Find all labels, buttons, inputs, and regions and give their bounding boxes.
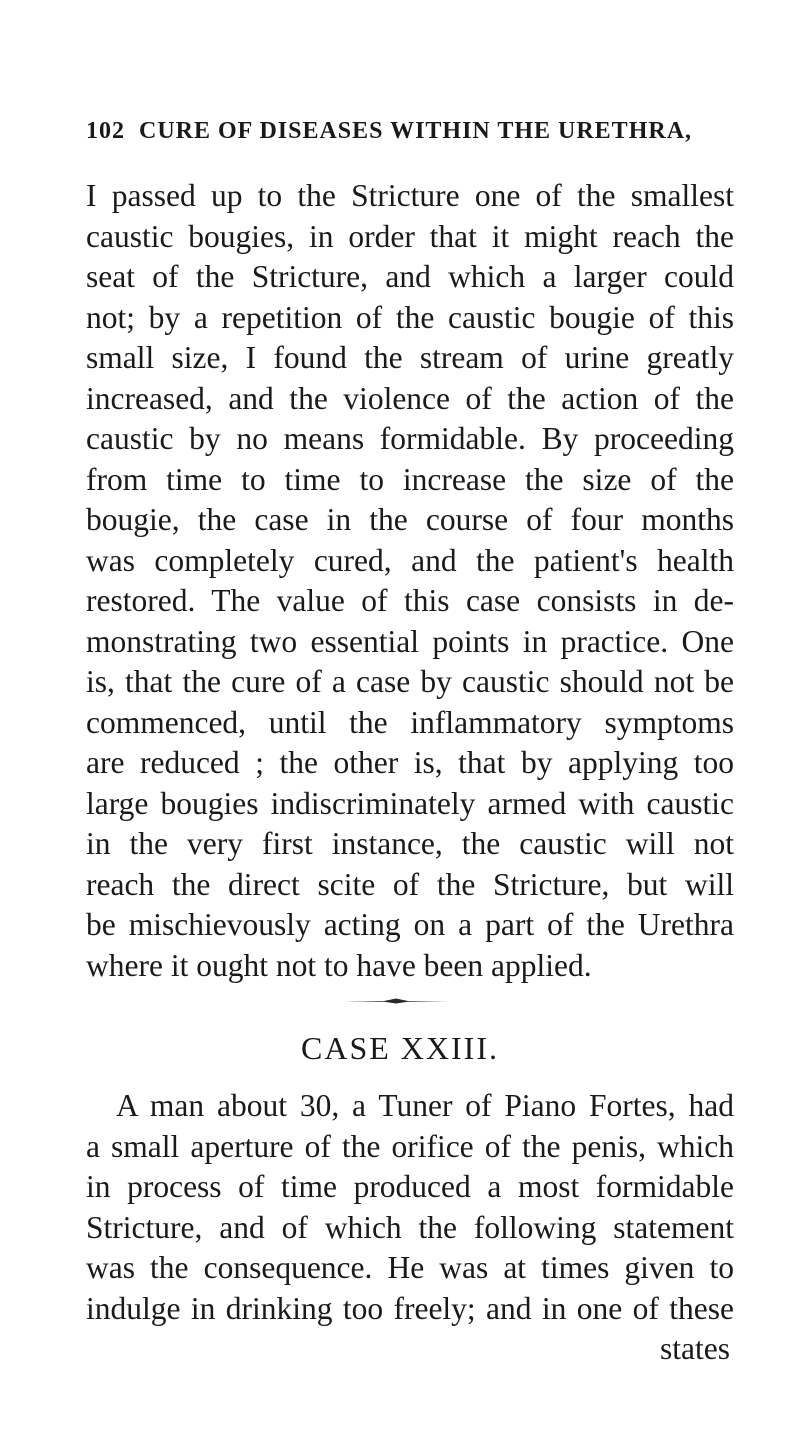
text-line: a small aperture of the orifice of the penis, which [86, 1128, 734, 1164]
text-line: caustic bougies, in order that it might reach the [86, 218, 734, 254]
text-line: be mischievously acting on a part of the Urethra [86, 907, 734, 942]
text-line: monstrating two essential points in practice. One [86, 623, 734, 659]
page-number: 102 [86, 118, 125, 144]
text-line: bougie, the case in the course of four months [86, 502, 734, 537]
text-line: are reduced ; the other is, that by applying too [86, 745, 734, 780]
text-line: in process of time produced a most formidable [86, 1169, 734, 1204]
running-title: CURE OF DISEASES WITHIN THE URETHRA, [139, 118, 693, 144]
text-line: increased, and the violence of the action of the [86, 380, 734, 416]
text-line: caustic by no means formidable. By proceeding [86, 421, 734, 456]
text-line: indulge in drinking too freely; and in one of these [86, 1290, 734, 1326]
text-line: was completely cured, and the patient's health [86, 542, 734, 578]
text-line: commenced, until the inflammatory symptoms [86, 704, 734, 740]
text-line: I passed up to the Stricture one of the smallest [86, 178, 734, 213]
text-line: Stricture, and of which the following statement [86, 1209, 734, 1245]
running-head [86, 118, 736, 145]
catchword: states [660, 1331, 730, 1366]
text-line: where it ought not to have been applied. [86, 947, 592, 983]
text-line: seat of the Stricture, and which a larger could [86, 259, 734, 294]
text-line: restored. The value of this case consists in de- [86, 583, 734, 618]
text-line: was the consequence. He was at times given to [86, 1250, 734, 1285]
text-line: A man about 30, a Tuner of Piano Fortes, had [116, 1088, 734, 1123]
text-line: large bougies indiscriminately armed with caustic [86, 785, 734, 821]
text-line: in the very first instance, the caustic will not [86, 826, 734, 861]
text-line: is, that the cure of a case by caustic should not be [86, 664, 734, 699]
text-line: small size, I found the stream of urine greatly [86, 340, 734, 375]
text-line: not; by a repetition of the caustic bougie of this [86, 299, 734, 335]
text-line: from time to time to increase the size of the [86, 461, 734, 497]
text-line: reach the direct scite of the Stricture, but will [86, 866, 734, 902]
case-heading: CASE XXIII. [301, 1030, 499, 1066]
